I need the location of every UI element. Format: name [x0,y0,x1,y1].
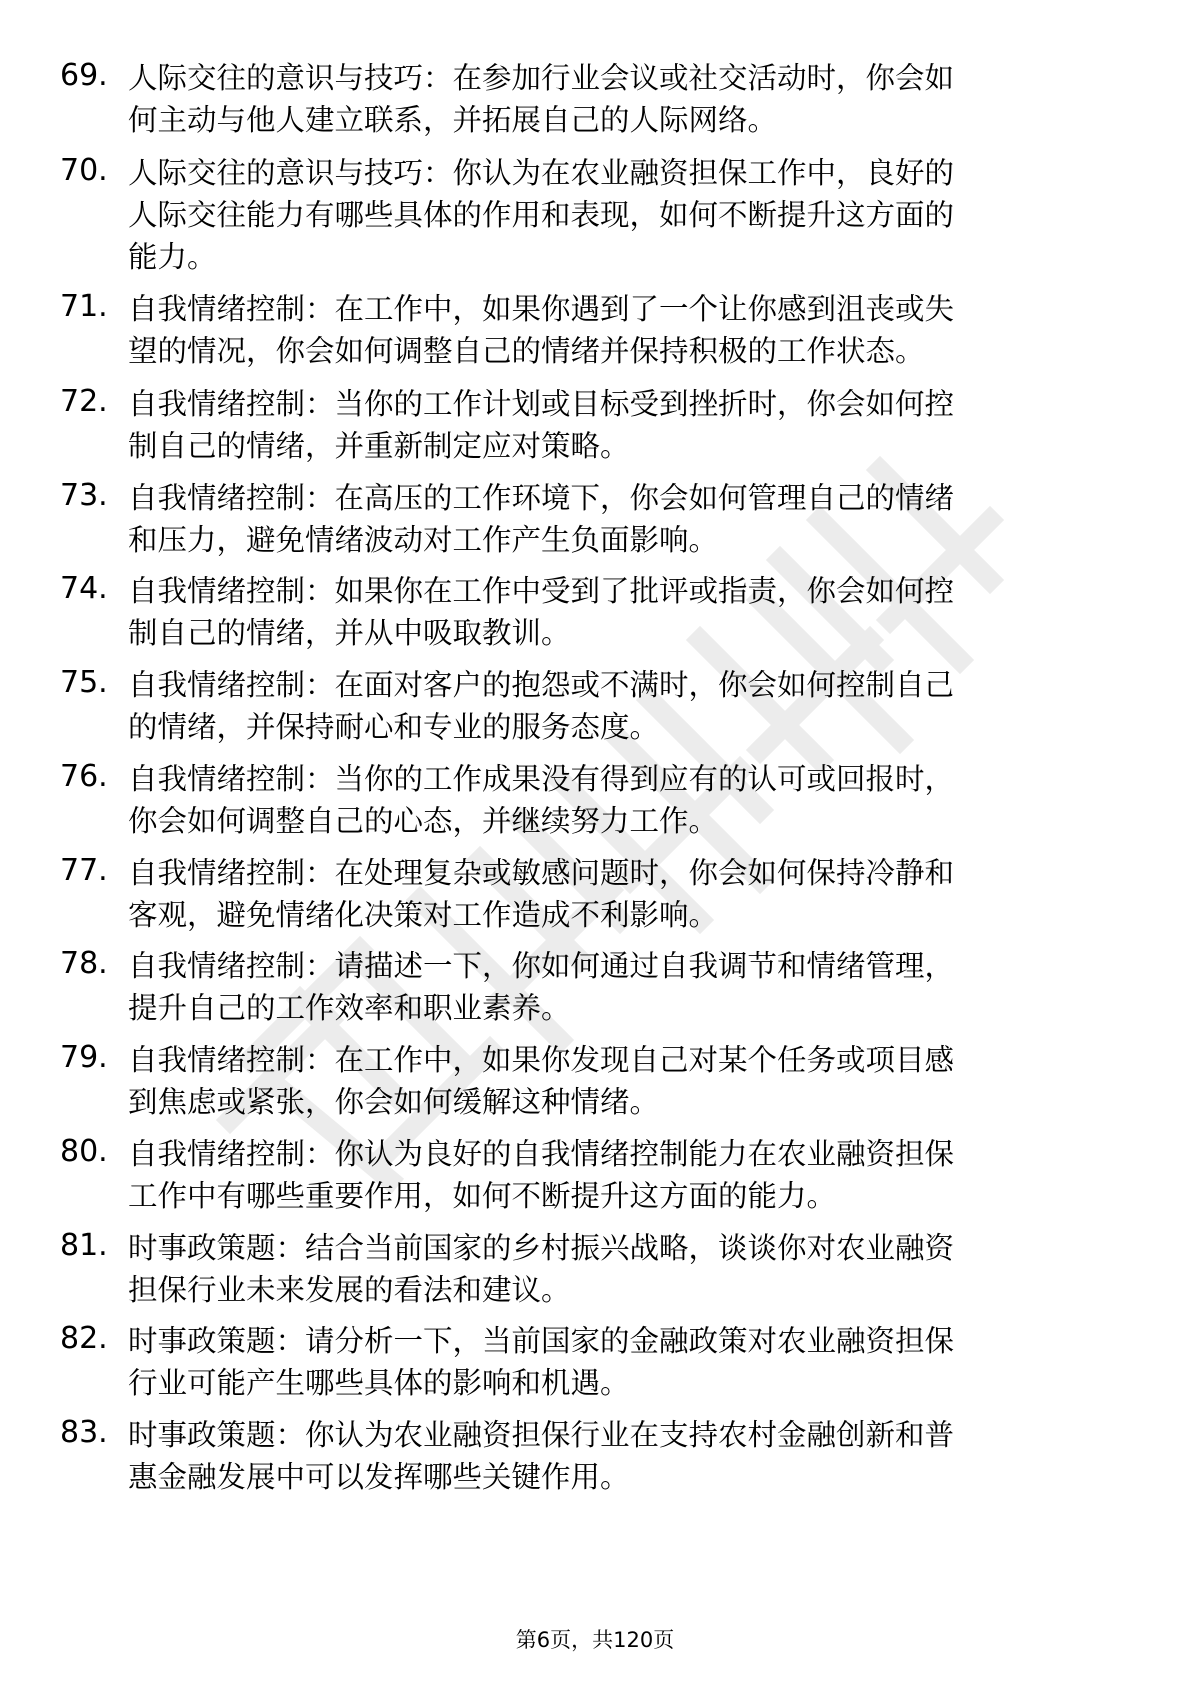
question-line: 自我情绪控制：当你的工作成果没有得到应有的认可或回报时， [128,762,955,796]
question-number: 78. [60,946,108,981]
question-line: 客观，避免情绪化决策对工作造成不利影响。 [128,898,719,932]
question-number: 82. [60,1321,108,1356]
question-line: 你会如何调整自己的心态，并继续努力工作。 [128,804,719,838]
question-text [128,152,1113,278]
question-line: 自我情绪控制：在高压的工作环境下，你会如何管理自己的情绪 [128,481,955,515]
question-line: 人际交往的意识与技巧：在参加行业会议或社交活动时，你会如 [128,61,955,95]
question-line: 制自己的情绪，并重新制定应对策略。 [128,429,630,463]
question-line: 制自己的情绪，并从中吸取教训。 [128,616,571,650]
question-line: 时事政策题：结合当前国家的乡村振兴战略，谈谈你对农业融资 [128,1231,955,1265]
question-line: 自我情绪控制：请描述一下，你如何通过自我调节和情绪管理， [128,949,955,983]
question-text [128,1320,1113,1404]
question-number: 75. [60,665,108,700]
question-text [128,1133,1113,1217]
question-text [128,758,1113,842]
question-line: 自我情绪控制：你认为良好的自我情绪控制能力在农业融资担保 [128,1137,955,1171]
question-line: 能力。 [128,240,217,274]
question-text [128,1414,1113,1498]
question-text [128,383,1113,467]
question-line: 的情绪，并保持耐心和专业的服务态度。 [128,710,660,744]
question-line: 何主动与他人建立联系，并拓展自己的人际网络。 [128,103,778,137]
question-line: 时事政策题：你认为农业融资担保行业在支持农村金融创新和普 [128,1418,955,1452]
question-number: 70. [60,153,108,188]
question-number: 71. [60,289,108,324]
question-number: 74. [60,571,108,606]
question-line: 提升自己的工作效率和职业素养。 [128,991,571,1025]
question-number: 76. [60,759,108,794]
question-text [128,477,1113,561]
question-text [128,1039,1113,1123]
question-line: 自我情绪控制：在工作中，如果你发现自己对某个任务或项目感 [128,1043,955,1077]
question-line: 人际交往的意识与技巧：你认为在农业融资担保工作中，良好的 [128,156,955,190]
question-text [128,1227,1113,1311]
question-line: 自我情绪控制：在处理复杂或敏感问题时，你会如何保持冷静和 [128,856,955,890]
question-line: 时事政策题：请分析一下，当前国家的金融政策对农业融资担保 [128,1324,955,1358]
page-number-label: 第6页，共120页 [515,1628,675,1652]
question-line: 到焦虑或紧张，你会如何缓解这种情绪。 [128,1085,660,1119]
question-line: 望的情况，你会如何调整自己的情绪并保持积极的工作状态。 [128,334,925,368]
question-number: 73. [60,478,108,513]
question-line: 和压力，避免情绪波动对工作产生负面影响。 [128,523,719,557]
question-text [128,288,1113,372]
question-line: 自我情绪控制：在工作中，如果你遇到了一个让你感到沮丧或失 [128,292,955,326]
question-number: 83. [60,1415,108,1450]
question-line: 自我情绪控制：当你的工作计划或目标受到挫折时，你会如何控 [128,387,955,421]
question-text [128,664,1113,748]
question-text [128,57,1113,141]
question-number: 77. [60,853,108,888]
question-text [128,852,1113,936]
question-line: 行业可能产生哪些具体的影响和机遇。 [128,1366,630,1400]
page-footer [0,1626,1190,1654]
question-number: 69. [60,58,108,93]
question-line: 人际交往能力有哪些具体的作用和表现，如何不断提升这方面的 [128,198,955,232]
question-number: 79. [60,1040,108,1075]
question-line: 自我情绪控制：如果你在工作中受到了批评或指责，你会如何控 [128,574,955,608]
question-number: 80. [60,1134,108,1169]
question-line: 惠金融发展中可以发挥哪些关键作用。 [128,1460,630,1494]
question-number: 81. [60,1228,108,1263]
question-number: 72. [60,384,108,419]
question-text [128,945,1113,1029]
question-line: 自我情绪控制：在面对客户的抱怨或不满时，你会如何控制自己 [128,668,955,702]
question-text [128,570,1113,654]
question-line: 担保行业未来发展的看法和建议。 [128,1273,571,1307]
question-line: 工作中有哪些重要作用，如何不断提升这方面的能力。 [128,1179,837,1213]
